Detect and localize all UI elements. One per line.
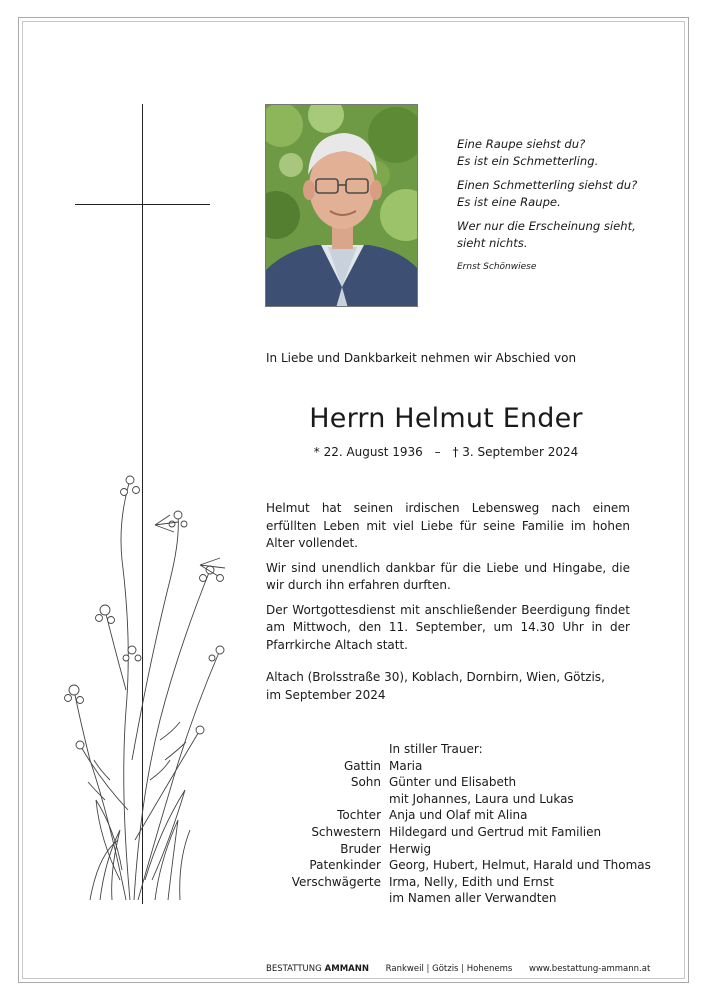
mourner-relation: Tochter [337, 808, 381, 823]
website-link[interactable]: www.bestattung-ammann.at [529, 964, 651, 974]
obituary-paragraph: Der Wortgottesdienst mit anschließender Beerdigung findet am Mittwoch, den 11. September, um 14.30 Uhr in der Pfarrkirche Altach statt. [266, 602, 630, 652]
obituary-paragraph: Helmut hat seinen irdischen Lebensweg nach einem erfüllten Leben mit viel Liebe für seine Familie im hohen Alter vollendet. [266, 501, 630, 550]
location: Rankweil [385, 964, 424, 974]
mourner-names: Herwig [389, 841, 432, 856]
life-dates [266, 445, 626, 459]
mourner-names: mit Johannes, Laura und Lukas [389, 791, 574, 806]
mourner-relation: Patenkinder [309, 858, 381, 873]
mourner-row [266, 841, 651, 858]
mourner-names: im Namen aller Verwandten [389, 891, 557, 906]
place-and-date [266, 669, 605, 704]
farewell-intro: In Liebe und Dankbarkeit nehmen wir Abschied von [266, 351, 577, 365]
mourners-heading: In stiller Trauer: [389, 742, 483, 756]
location: Götzis [432, 964, 459, 974]
mourner-names: Irma, Nelly, Edith und Ernst [389, 874, 554, 889]
date-line: im September 2024 [266, 687, 386, 702]
mourner-relation: Sohn [350, 775, 381, 790]
mourner-row [266, 857, 651, 874]
mourner-row [266, 774, 651, 791]
cross-horizontal-beam [75, 204, 210, 205]
brand-name: AMMANN [324, 964, 369, 974]
mourner-relation [266, 791, 381, 808]
mourner-row [266, 807, 651, 824]
poem-author: Ernst Schönwiese [457, 262, 537, 272]
mourner-relation: Verschwägerte [291, 874, 381, 889]
birth-date: * 22. August 1936 [313, 445, 423, 459]
mourner-row [266, 874, 651, 891]
mourner-relation: Gattin [343, 758, 381, 773]
funeral-home-locations: Rankweil | Götzis | Hohenems [385, 964, 513, 974]
mourner-row [266, 791, 651, 808]
funeral-home-footer [266, 964, 666, 974]
death-date: † 3. September 2024 [452, 445, 579, 459]
mourner-names: Günter und Elisabeth [389, 775, 517, 790]
poem-stanza: Wer nur die Erscheinung sieht, sieht nichts. [457, 219, 636, 250]
obituary-text [266, 500, 630, 661]
mourner-relation: Bruder [340, 841, 381, 856]
mourner-names: Maria [389, 758, 423, 773]
poem [457, 136, 657, 276]
mourners-list [266, 741, 651, 907]
obituary-paragraph: Wir sind unendlich dankbar für die Liebe und Hingabe, die wir durch ihn erfahren durften. [266, 560, 630, 592]
wildflower-illustration [60, 460, 240, 904]
date-separator: – [434, 445, 441, 459]
place-line: Altach (Brolsstraße 30), Koblach, Dornbirn, Wien, Götzis, [266, 670, 605, 684]
mourner-row [266, 824, 651, 841]
poem-stanza: Einen Schmetterling siehst du? Es ist eine Raupe. [457, 178, 638, 209]
mourner-relation: Schwestern [311, 824, 381, 839]
mourner-relation [266, 890, 381, 907]
mourner-row [266, 890, 651, 907]
portrait-photo [265, 104, 418, 307]
location: Hohenems [466, 964, 513, 974]
brand-prefix: BESTATTUNG [266, 964, 322, 974]
poem-stanza: Eine Raupe siehst du? Es ist ein Schmetterling. [457, 137, 599, 168]
funeral-home-brand [266, 964, 369, 974]
deceased-name: Herrn Helmut Ender [309, 403, 583, 434]
mourner-names: Anja und Olaf mit Alina [389, 808, 528, 823]
mourner-row [266, 758, 651, 775]
mourner-names: Georg, Hubert, Helmut, Harald und Thomas [389, 858, 651, 873]
mourner-names: Hildegard und Gertrud mit Familien [389, 824, 602, 839]
